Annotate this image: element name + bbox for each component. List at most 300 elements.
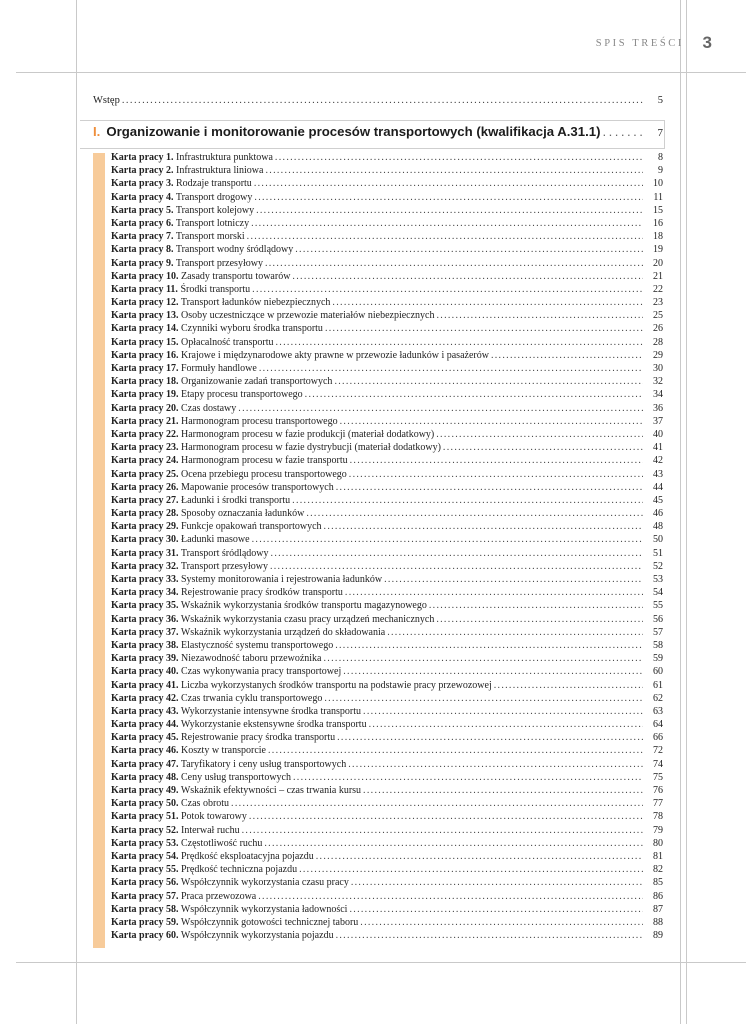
- worksheet-title: Formuły handlowe: [181, 363, 257, 374]
- worksheet-number: Karta pracy 53.: [111, 837, 179, 849]
- chapter-title: Organizowanie i monitorowanie procesów transportowych (kwalifikacja A.31.1): [106, 124, 601, 139]
- toc-entry-page: 15: [653, 204, 663, 216]
- toc-entry-label: [111, 415, 338, 428]
- toc-entry-label: [111, 151, 273, 164]
- worksheet-number: Karta pracy 18.: [111, 376, 179, 388]
- worksheet-number: Karta pracy 10.: [111, 270, 179, 282]
- toc-entry-page: 52: [653, 560, 663, 572]
- worksheet-number: Karta pracy 15.: [111, 336, 179, 348]
- leader-dots: [249, 810, 643, 823]
- leader-dots: [494, 679, 643, 692]
- toc-entry-page: 87: [653, 903, 663, 915]
- leader-dots: [387, 626, 643, 639]
- right-margin-line-2: [686, 0, 687, 1024]
- toc-entry-page: 26: [653, 323, 663, 335]
- toc-entry-label: [111, 428, 434, 441]
- worksheet-number: Karta pracy 41.: [111, 679, 179, 691]
- leader-dots: [306, 507, 643, 520]
- toc-entry-label: [111, 494, 290, 507]
- toc-entry[interactable]: [111, 217, 663, 230]
- toc-entry-page: 8: [658, 152, 663, 163]
- worksheet-title: Transport przesyłowy: [180, 560, 268, 572]
- toc-entry[interactable]: [111, 243, 663, 256]
- toc-entry[interactable]: [111, 441, 663, 454]
- toc-entry[interactable]: [111, 428, 663, 441]
- worksheet-title: Infrastruktura punktowa: [176, 152, 273, 163]
- worksheet-title: Krajowe i międzynarodowe akty prawne w przewozie ładunków i pasażerów: [181, 349, 489, 361]
- leader-dots: [259, 362, 643, 375]
- toc-entry-page: 10: [653, 178, 663, 190]
- leader-dots: [350, 454, 643, 467]
- worksheet-number: Karta pracy 5.: [111, 204, 174, 216]
- toc-entry-page: 22: [653, 283, 663, 295]
- toc-entry-label: [111, 810, 247, 823]
- toc-entry[interactable]: [111, 520, 663, 533]
- worksheet-number: Karta pracy 57.: [111, 890, 179, 902]
- toc-entry[interactable]: [111, 560, 663, 573]
- leader-dots: [349, 903, 643, 916]
- worksheet-number: Karta pracy 12.: [111, 297, 179, 309]
- toc-entry-label: [111, 204, 254, 217]
- leader-dots: [343, 665, 643, 678]
- toc-entry-label: [111, 863, 297, 876]
- worksheet-number: Karta pracy 23.: [111, 442, 179, 454]
- toc-entry[interactable]: [111, 705, 663, 718]
- toc-entry-label: [111, 257, 263, 270]
- toc-entry-label: [111, 784, 361, 797]
- toc-entry-label: [111, 679, 492, 692]
- toc-entry-page: 44: [653, 481, 663, 493]
- worksheet-number: Karta pracy 54.: [111, 850, 179, 862]
- leader-dots: [247, 230, 643, 243]
- worksheet-number: Karta pracy 60.: [111, 930, 179, 942]
- toc-entry[interactable]: [111, 362, 663, 375]
- toc-entry[interactable]: [111, 494, 663, 507]
- worksheet-title: Rejestrowanie pracy środka transportu: [181, 732, 336, 744]
- toc-entry-label: [111, 336, 273, 349]
- leader-dots: [295, 243, 643, 256]
- toc-entry[interactable]: [111, 454, 663, 467]
- toc-entry-page: 36: [653, 402, 663, 414]
- worksheet-title: Transport wodny śródlądowy: [175, 244, 294, 256]
- toc-entry[interactable]: [111, 151, 663, 164]
- toc-entry-page: 57: [653, 626, 663, 638]
- leader-dots: [335, 639, 643, 652]
- leader-dots: [336, 929, 643, 942]
- footer-rule: [16, 962, 746, 963]
- leader-dots: [242, 824, 643, 837]
- toc-entry-label: [111, 177, 252, 190]
- toc-entry[interactable]: [111, 771, 663, 784]
- toc-entry[interactable]: [111, 824, 663, 837]
- leader-dots: [340, 415, 643, 428]
- leader-dots: [360, 916, 643, 929]
- toc-entry-page: 16: [653, 217, 663, 229]
- toc-entry-label: [111, 217, 249, 230]
- worksheet-number: Karta pracy 13.: [111, 310, 179, 322]
- toc-entry-page: 48: [653, 521, 663, 533]
- worksheet-number: Karta pracy 4.: [111, 191, 174, 203]
- toc-entry-page: 77: [653, 798, 663, 810]
- toc-entry-label: [111, 731, 335, 744]
- worksheet-number: Karta pracy 40.: [111, 666, 179, 678]
- toc-entry-page: 58: [653, 639, 663, 651]
- worksheet-number: Karta pracy 33.: [111, 574, 179, 585]
- toc-entry[interactable]: [111, 204, 663, 217]
- leader-dots: [324, 520, 643, 533]
- worksheet-number: Karta pracy 31.: [111, 547, 179, 559]
- leader-dots: [436, 309, 643, 322]
- worksheet-number: Karta pracy 26.: [111, 481, 179, 493]
- toc-entry-page: 89: [653, 930, 663, 942]
- toc-entry-page: 41: [653, 442, 663, 454]
- toc-entry-label: [111, 797, 229, 810]
- toc-entry-label: [111, 665, 341, 678]
- toc-entry[interactable]: [111, 547, 663, 560]
- worksheet-title: Sposoby oznaczania ładunków: [181, 508, 305, 520]
- toc-entry-page: 72: [653, 745, 663, 757]
- worksheet-title: Infrastruktura liniowa: [176, 165, 264, 177]
- leader-dots: [603, 124, 644, 139]
- toc-entry-page: 45: [653, 494, 663, 506]
- worksheet-number: Karta pracy 59.: [111, 916, 179, 928]
- toc-entry[interactable]: [111, 415, 663, 428]
- worksheet-title: Rejestrowanie pracy środków transportu: [181, 587, 343, 599]
- toc-entry[interactable]: [111, 349, 663, 362]
- worksheet-title: Wskaźnik wykorzystania czasu pracy urządzeń mechanicznych: [180, 613, 435, 625]
- leader-dots: [292, 270, 643, 283]
- worksheet-title: Czas obrotu: [181, 798, 230, 810]
- leader-dots: [384, 573, 643, 586]
- worksheet-number: Karta pracy 21.: [111, 415, 179, 427]
- toc-entry[interactable]: [111, 507, 663, 520]
- leader-dots: [436, 428, 643, 441]
- worksheet-number: Karta pracy 19.: [111, 389, 179, 401]
- toc-entry-label: [111, 520, 322, 533]
- worksheet-title: Środki transportu: [180, 283, 251, 295]
- worksheet-title: Ładunki i środki transportu: [181, 494, 291, 506]
- toc-entry-page: 88: [653, 916, 663, 928]
- toc-entry[interactable]: [111, 309, 663, 322]
- chapter-title-group: [93, 124, 601, 139]
- toc-entry[interactable]: [111, 402, 663, 415]
- worksheet-title: Opłacalność transportu: [181, 336, 274, 348]
- worksheet-number: Karta pracy 36.: [111, 613, 179, 625]
- leader-dots: [436, 613, 643, 626]
- worksheet-number: Karta pracy 46.: [111, 745, 179, 757]
- toc-entry-label: [111, 837, 262, 850]
- worksheet-number: Karta pracy 8.: [111, 244, 174, 256]
- leader-dots: [491, 349, 643, 362]
- toc-entry[interactable]: [111, 573, 663, 586]
- worksheet-title: Mapowanie procesów transportowych: [181, 481, 334, 493]
- worksheet-title: Praca przewozowa: [181, 890, 257, 902]
- toc-entry[interactable]: [111, 322, 663, 335]
- toc-entry[interactable]: [111, 388, 663, 401]
- worksheet-title: Transport morski: [175, 231, 245, 243]
- toc-entry[interactable]: [111, 797, 663, 810]
- leader-dots: [264, 837, 643, 850]
- toc-entry[interactable]: [111, 283, 663, 296]
- toc-entry-label: [111, 243, 293, 256]
- toc-entry-page: 60: [653, 666, 663, 678]
- leader-dots: [325, 322, 643, 335]
- worksheet-number: Karta pracy 25.: [111, 468, 179, 480]
- toc-entry[interactable]: [111, 533, 663, 546]
- toc-entry[interactable]: [111, 230, 663, 243]
- toc-entry-page: 11: [653, 191, 663, 203]
- toc-entry-page: 54: [653, 587, 663, 599]
- worksheet-title: Ocena przebiegu procesu transportowego: [181, 468, 347, 480]
- leader-dots: [299, 863, 643, 876]
- toc-entry[interactable]: [111, 744, 663, 757]
- toc-entry[interactable]: [111, 731, 663, 744]
- toc-entry-label: [111, 929, 334, 942]
- toc-entry[interactable]: [111, 916, 663, 929]
- leader-dots: [363, 784, 643, 797]
- toc-entry[interactable]: [111, 890, 663, 903]
- toc-entry-page: 50: [653, 534, 663, 546]
- toc-entry[interactable]: [111, 586, 663, 599]
- toc-entry-label: [111, 164, 263, 177]
- toc-entry-list: [111, 151, 663, 942]
- toc-entry-label: [111, 309, 434, 322]
- worksheet-title: Interwał ruchu: [181, 824, 240, 836]
- toc-entry[interactable]: [111, 375, 663, 388]
- leader-dots: [275, 151, 643, 164]
- worksheet-number: Karta pracy 47.: [111, 758, 179, 770]
- leader-dots: [349, 468, 643, 481]
- toc-entry-label: [111, 375, 332, 388]
- toc-entry[interactable]: [111, 296, 663, 309]
- worksheet-title: Harmonogram procesu transportowego: [181, 415, 338, 427]
- worksheet-title: Organizowanie zadań transportowych: [181, 376, 333, 388]
- worksheet-number: Karta pracy 27.: [111, 494, 179, 506]
- toc-entry-page: 20: [653, 257, 663, 269]
- toc-entry-page: 59: [653, 653, 663, 665]
- worksheet-title: Taryfikatory i ceny usług transportowych: [180, 758, 347, 770]
- worksheet-number: Karta pracy 39.: [111, 653, 179, 665]
- toc-entry[interactable]: [111, 270, 663, 283]
- worksheet-title: Transport ładunków niebezpiecznych: [180, 297, 331, 309]
- toc-entry[interactable]: [111, 784, 663, 797]
- toc-entry[interactable]: [111, 929, 663, 942]
- toc-entry-page: 76: [653, 785, 663, 796]
- toc-entry-label: [111, 402, 236, 415]
- worksheet-title: Koszty w transporcie: [181, 745, 266, 757]
- toc-entry[interactable]: [111, 481, 663, 494]
- leader-dots: [443, 441, 643, 454]
- leader-dots: [332, 296, 643, 309]
- worksheet-number: Karta pracy 50.: [111, 798, 179, 810]
- worksheet-number: Karta pracy 45.: [111, 732, 179, 744]
- toc-entry-page: 85: [653, 877, 663, 889]
- header-rule: [16, 72, 746, 73]
- toc-entry-page: 32: [653, 376, 663, 388]
- leader-dots: [292, 494, 643, 507]
- toc-entry[interactable]: [111, 850, 663, 863]
- worksheet-title: Wykorzystanie intensywne środka transportu: [180, 705, 362, 717]
- toc-entry[interactable]: [111, 876, 663, 889]
- toc-entry[interactable]: [111, 665, 663, 678]
- worksheet-title: Potok towarowy: [181, 811, 247, 823]
- worksheet-title: Częstotliwość ruchu: [181, 837, 263, 849]
- worksheet-title: Czas trwania cyklu transportowego: [181, 692, 323, 704]
- leader-dots: [429, 599, 643, 612]
- worksheet-title: Wykorzystanie ekstensywne środka transportu: [180, 719, 367, 731]
- toc-entry-label: [111, 758, 346, 771]
- worksheet-number: Karta pracy 38.: [111, 639, 179, 651]
- toc-entry-page: 9: [658, 165, 663, 177]
- toc-entry[interactable]: [111, 336, 663, 349]
- leader-dots: [122, 95, 643, 106]
- worksheet-number: Karta pracy 37.: [111, 626, 179, 638]
- worksheet-title: Wskaźnik wykorzystania urządzeń do składowania: [180, 626, 386, 638]
- toc-entry[interactable]: [111, 863, 663, 876]
- leader-dots: [231, 797, 643, 810]
- right-margin-line-1: [680, 0, 681, 1024]
- leader-dots: [252, 533, 643, 546]
- worksheet-title: Zasady transportu towarów: [181, 270, 291, 282]
- leader-dots: [251, 217, 643, 230]
- toc-entry[interactable]: [111, 718, 663, 731]
- toc-entry[interactable]: [111, 692, 663, 705]
- toc-entry[interactable]: [111, 903, 663, 916]
- toc-entry[interactable]: [111, 758, 663, 771]
- toc-entry-page: 86: [653, 890, 663, 902]
- toc-entry[interactable]: [111, 837, 663, 850]
- leader-dots: [252, 283, 643, 296]
- leader-dots: [268, 744, 643, 757]
- worksheet-title: Harmonogram procesu w fazie produkcji (materiał dodatkowy): [181, 428, 435, 440]
- toc-entry[interactable]: [111, 639, 663, 652]
- worksheet-title: Transport śródlądowy: [180, 547, 269, 559]
- chapter-page: 7: [657, 127, 663, 139]
- worksheet-title: Wskaźnik wykorzystania środków transportu magazynowego: [180, 600, 427, 612]
- toc-entry-page: 63: [653, 705, 663, 717]
- worksheet-title: Prędkość techniczna pojazdu: [181, 864, 298, 876]
- toc-entry-label: [111, 718, 367, 731]
- toc-entry[interactable]: [111, 257, 663, 270]
- toc-entry-intro[interactable]: [93, 95, 663, 106]
- toc-entry-label: [111, 322, 323, 335]
- worksheet-number: Karta pracy 35.: [111, 600, 179, 612]
- worksheet-title: Współczynnik gotowości technicznej taboru: [180, 916, 359, 928]
- toc-entry-label: [111, 388, 303, 401]
- toc-entry-label: Wstęp: [93, 95, 120, 106]
- toc-entry[interactable]: [111, 191, 663, 204]
- worksheet-title: Czas dostawy: [181, 402, 237, 414]
- toc-chapter-heading[interactable]: [93, 124, 663, 139]
- worksheet-title: Transport lotniczy: [175, 217, 250, 229]
- toc-entry-page: 53: [653, 574, 663, 585]
- worksheet-number: Karta pracy 49.: [111, 785, 179, 796]
- worksheet-number: Karta pracy 24.: [111, 455, 179, 467]
- leader-dots: [238, 402, 643, 415]
- worksheet-number: Karta pracy 7.: [111, 231, 174, 243]
- toc-entry[interactable]: [111, 599, 663, 612]
- toc-entry-label: [111, 916, 358, 929]
- toc-entry-page: 23: [653, 297, 663, 309]
- worksheet-number: Karta pracy 51.: [111, 811, 179, 823]
- worksheet-number: Karta pracy 6.: [111, 217, 174, 229]
- toc-entry-label: [111, 890, 256, 903]
- toc-entry[interactable]: [111, 468, 663, 481]
- toc-entry-label: [111, 441, 441, 454]
- toc-entry[interactable]: [111, 164, 663, 177]
- worksheet-number: Karta pracy 17.: [111, 363, 179, 374]
- toc-entry[interactable]: [111, 626, 663, 639]
- toc-entry-page: 30: [653, 363, 663, 374]
- toc-entry[interactable]: [111, 177, 663, 190]
- worksheet-number: Karta pracy 48.: [111, 771, 179, 783]
- toc-entry-label: [111, 586, 343, 599]
- toc-entry-label: [111, 468, 347, 481]
- leader-dots: [369, 718, 643, 731]
- toc-entry-page: 29: [653, 349, 663, 361]
- toc-entry[interactable]: [111, 652, 663, 665]
- toc-entry-page: 79: [653, 824, 663, 836]
- toc-entry[interactable]: [111, 810, 663, 823]
- toc-entry-page: 18: [653, 231, 663, 243]
- toc-entry-page: 19: [653, 244, 663, 256]
- worksheet-number: Karta pracy 3.: [111, 178, 174, 190]
- toc-entry-label: [111, 560, 268, 573]
- worksheet-number: Karta pracy 42.: [111, 692, 179, 704]
- toc-entry-label: [111, 652, 322, 665]
- leader-dots: [351, 876, 643, 889]
- toc-entry-label: [111, 903, 347, 916]
- toc-entry-page: 80: [653, 837, 663, 849]
- toc-entry-page: 66: [653, 732, 663, 744]
- worksheet-number: Karta pracy 44.: [111, 719, 179, 731]
- worksheet-title: Harmonogram procesu w fazie transportu: [181, 455, 348, 467]
- toc-entry-page: 43: [653, 468, 663, 480]
- worksheet-title: Współczynnik wykorzystania pojazdu: [180, 930, 334, 942]
- toc-entry-label: [111, 771, 291, 784]
- worksheet-title: Harmonogram procesu w fazie dystrybucji (materiał dodatkowy): [181, 442, 441, 454]
- worksheet-number: Karta pracy 28.: [111, 508, 179, 520]
- worksheet-title: Ładunki masowe: [181, 534, 250, 546]
- leader-dots: [270, 560, 643, 573]
- leader-dots: [348, 758, 643, 771]
- toc-entry-page: 46: [653, 508, 663, 520]
- worksheet-title: Systemy monitorowania i rejestrowania ładunków: [181, 574, 383, 585]
- toc-entry-label: [111, 362, 257, 375]
- toc-entry-label: [111, 454, 348, 467]
- leader-dots: [363, 705, 643, 718]
- toc-entry-label: [111, 613, 434, 626]
- worksheet-number: Karta pracy 14.: [111, 323, 179, 335]
- toc-entry[interactable]: [111, 613, 663, 626]
- toc-entry-page: 28: [653, 336, 663, 348]
- toc-entry[interactable]: [111, 679, 663, 692]
- toc-entry-label: [111, 744, 266, 757]
- toc-entry-label: [111, 481, 334, 494]
- worksheet-title: Etapy procesu transportowego: [181, 389, 303, 401]
- toc-entry-page: 42: [653, 455, 663, 467]
- toc-entry-label: [111, 283, 250, 296]
- worksheet-number: Karta pracy 20.: [111, 402, 179, 414]
- toc-entry-label: [111, 349, 489, 362]
- toc-entry-label: [111, 191, 252, 204]
- toc-entry-page: 56: [653, 613, 663, 625]
- worksheet-number: Karta pracy 22.: [111, 428, 179, 440]
- page-number: 3: [702, 33, 712, 52]
- worksheet-title: Czas wykonywania pracy transportowej: [181, 666, 342, 678]
- toc-entry-page: 61: [653, 679, 663, 691]
- toc-entry-label: [111, 599, 427, 612]
